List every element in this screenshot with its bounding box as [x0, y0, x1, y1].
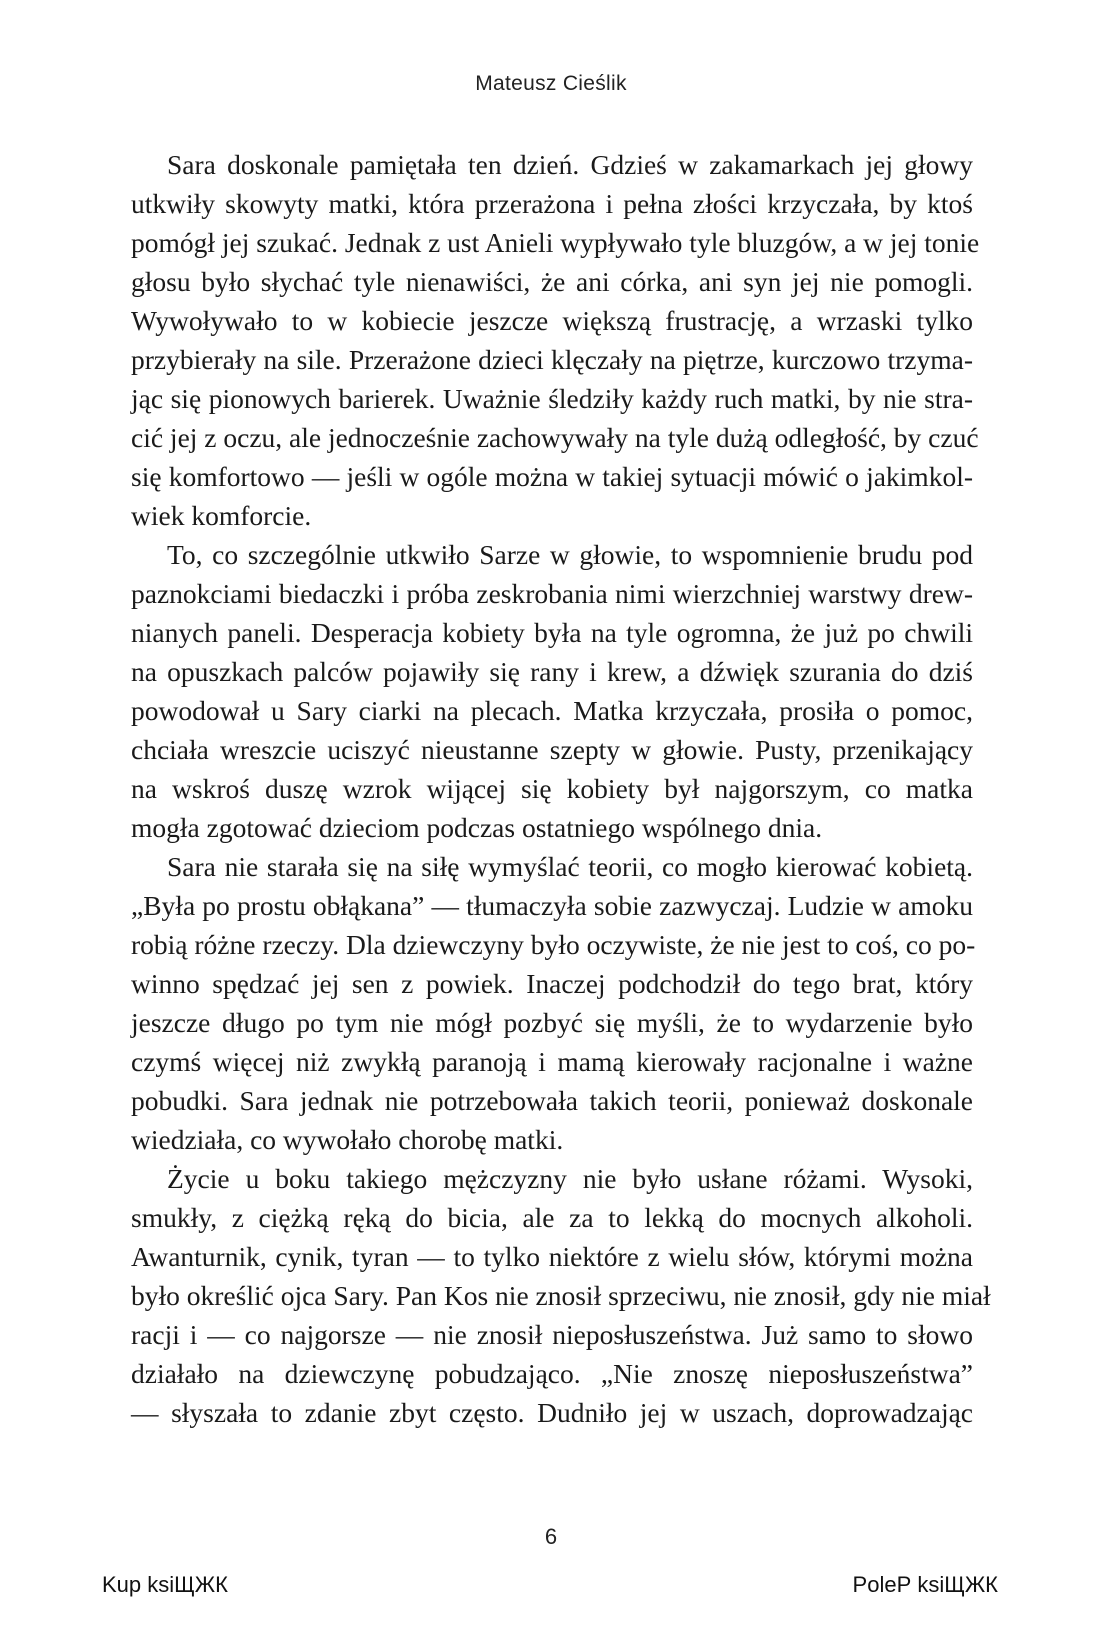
text-line: „Była po prostu obłąkana” — tłumaczyła sobie zazwyczaj. Ludzie w amoku: [131, 890, 973, 921]
paragraph: [131, 1159, 991, 1432]
paragraph: [131, 535, 973, 847]
page-number: 6: [544, 1524, 558, 1549]
text-line: To, co szczególnie utkwiło Sarze w głowie, to wspomnienie brudu pod: [167, 539, 973, 570]
text-line: na opuszkach palców pojawiły się rany i krew, a dźwięk szurania do dziś: [131, 656, 973, 687]
text-line: się komfortowo — jeśli w ogóle można w takiej sytuacji mówić o jakimkol-: [131, 461, 973, 492]
running-header-author: Mateusz Cieślik: [475, 72, 627, 95]
text-line: powodował u Sary ciarki na plecach. Matka krzyczała, prosiła o pomoc,: [131, 695, 973, 726]
paragraph: [131, 145, 980, 535]
text-line: Sara doskonale pamiętała ten dzień. Gdzieś w zakamarkach jej głowy: [167, 149, 973, 180]
text-line: czymś więcej niż zwykłą paranoją i mamą kierowały racjonalne i ważne: [131, 1046, 973, 1077]
text-line: było określić ojca Sary. Pan Kos nie znosił sprzeciwu, nie znosił, gdy nie miał: [131, 1280, 991, 1311]
text-line: jąc się pionowych barierek. Uważnie śledziły każdy ruch matki, by nie stra-: [131, 383, 973, 414]
paragraph: [131, 847, 976, 1159]
text-line: — słyszała to zdanie zbyt często. Dudniło jej w uszach, doprowadzając: [131, 1397, 973, 1428]
text-line: chciała wreszcie uciszyć nieustanne szepty w głowie. Pusty, przenikający: [131, 734, 973, 765]
text-line: pobudki. Sara jednak nie potrzebowała takich teorii, ponieważ doskonale: [131, 1085, 973, 1116]
text-line: robią różne rzeczy. Dla dziewczyny było oczywiste, że nie jest to coś, co po-: [131, 929, 976, 960]
text-line: Awanturnik, cynik, tyran — to tylko niektóre z wielu słów, którymi można: [131, 1241, 973, 1272]
text-line: przybierały na sile. Przerażone dzieci klęczały na piętrze, kurczowo trzyma-: [131, 344, 973, 375]
text-line: Życie u boku takiego mężczyzny nie było usłane różami. Wysoki,: [167, 1163, 973, 1194]
text-line: nianych paneli. Desperacja kobiety była na tyle ogromna, że już po chwili: [131, 617, 973, 648]
recommend-book-link[interactable]: PoleР ksiЩЖК: [852, 1572, 998, 1597]
text-line: Sara nie starała się na siłę wymyślać teorii, co mogło kierować kobietą.: [167, 851, 973, 882]
text-line: głosu było słychać tyle nienawiści, że ani córka, ani syn jej nie pomogli.: [131, 266, 973, 297]
text-line: wiedziała, co wywołało chorobę matki.: [131, 1124, 564, 1155]
text-line: racji i — co najgorsze — nie znosił nieposłuszeństwa. Już samo to słowo: [131, 1319, 973, 1350]
text-line: pomógł jej szukać. Jednak z ust Anieli wypływało tyle bluzgów, a w jej tonie: [131, 227, 980, 258]
text-line: jeszcze długo po tym nie mógł pozbyć się myśli, że to wydarzenie było: [131, 1007, 973, 1038]
text-line: Wywoływało to w kobiecie jeszcze większą frustrację, a wrzaski tylko: [131, 305, 973, 336]
text-line: winno spędzać jej sen z powiek. Inaczej podchodził do tego brat, który: [131, 968, 973, 999]
text-line: mogła zgotować dzieciom podczas ostatniego wspólnego dnia.: [131, 812, 823, 843]
body-text: [131, 145, 991, 1432]
text-line: smukły, z ciężką ręką do bicia, ale za to lekką do mocnych alkoholi.: [131, 1202, 973, 1233]
text-line: paznokciami biedaczki i próba zeskrobania nimi wierzchniej warstwy drew-: [131, 578, 973, 609]
text-line: utkwiły skowyty matki, która przerażona i pełna złości krzyczała, by ktoś: [131, 188, 973, 219]
text-line: wiek komforcie.: [131, 500, 312, 531]
text-line: na wskroś duszę wzrok wijącej się kobiety był najgorszym, co matka: [131, 773, 973, 804]
text-line: cić jej z oczu, ale jednocześnie zachowywały na tyle dużą odległość, by czuć: [131, 422, 979, 453]
text-line: działało na dziewczynę pobudzająco. „Nie znoszę nieposłuszeństwa”: [131, 1358, 973, 1389]
buy-book-link[interactable]: Kup ksiЩЖК: [102, 1572, 228, 1597]
